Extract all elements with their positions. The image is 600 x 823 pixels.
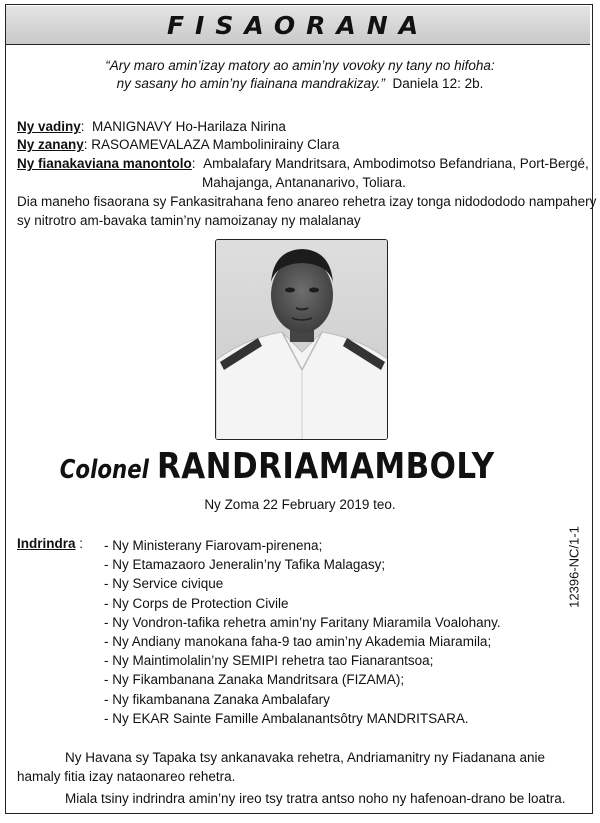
list-item: - Ny Service civique	[104, 576, 224, 592]
thanks-label: Indrindra	[17, 536, 76, 551]
list-item: - Ny Maintimolalin’ny SEMIPI rehetra tao Fianarantsoa;	[104, 653, 434, 669]
intro-line-1: Dia maneho fisaorana sy Fankasitrahana feno anareo rehetra izay tonga nidodododo nampahery	[17, 194, 597, 209]
list-item: - Ny EKAR Sainte Famille Ambalanantsôtry MANDRITSARA.	[104, 710, 469, 726]
reference-code-text: 12396-NC/1-1	[566, 526, 582, 608]
list-item: - Ny Corps de Protection Civile	[104, 595, 289, 611]
families-label: Ny fianakaviana manontolo	[17, 156, 192, 171]
families-places-2: Mahajanga, Antananarivo, Toliara.	[202, 175, 406, 190]
list-item: - Ny Etamazaoro Jeneralin’ny Tafika Malagasy;	[104, 557, 386, 573]
families-places-1: Ambalafary Mandritsara, Ambodimotso Befandriana, Port-Bergé,	[203, 156, 589, 171]
closing-paragraph-1: Ny Havana sy Tapaka tsy ankanavaka rehetra, Andriamanitry ny Fiadanana anie hamaly fitia izay nataonareo rehetra.	[17, 750, 546, 784]
list-item: - Ny Fikambanana Zanaka Mandritsara (FIZAMA);	[104, 672, 405, 688]
closing-paragraph-2: Miala tsiny indrindra amin’ny ireo tsy tratra antso noho ny hafenoan-drano be loatra.	[65, 791, 566, 806]
list-item: - Ny fikambanana Zanaka Ambalafary	[104, 691, 330, 707]
thanks-separator: :	[75, 536, 84, 551]
families-line: Ny fianakaviana manontolo: Ambalafary Mandritsara, Ambodimotso Befandriana, Port-Bergé,	[17, 156, 589, 171]
list-item: - Ny Vondron-tafika rehetra amin’ny Faritany Miaramila Voalohany.	[104, 614, 501, 630]
deceased-name	[0, 446, 600, 487]
deceased-rank: Colonel	[59, 455, 150, 485]
list-item: - Ny Ministerany Fiarovam-pirenena;	[104, 538, 323, 553]
widow-name: MANIGNAVY Ho-Harilaza Nirina	[92, 119, 286, 134]
intro-line-2: sy nitrotro am-bavaka tamin’ny namoizanay ny malalanay	[17, 213, 361, 228]
children-name: RASOAMEVALAZA Mambolinirainy Clara	[91, 137, 340, 152]
widow-line: Ny vadiny: MANIGNAVY Ho-Harilaza Nirina	[17, 119, 286, 134]
list-item: - Ny Andiany manokana faha-9 tao amin’ny Akademia Miaramila;	[104, 634, 492, 650]
death-date: Ny Zoma 22 February 2019 teo.	[204, 497, 396, 512]
reference-code	[566, 527, 582, 607]
portrait-photo	[215, 239, 388, 440]
children-label: Ny zanany	[17, 137, 84, 152]
header-banner	[6, 6, 590, 45]
quote-line-2: ny sasany ho amin’ny fiainana mandrakizay.”	[116, 76, 386, 91]
quote-reference: Daniela 12: 2b.	[392, 76, 484, 91]
quote-line-1: “Ary maro amin’izay matory ao amin’ny vovoky ny tany no hifoha:	[105, 58, 495, 73]
deceased-surname: RANDRIAMAMBOLY	[157, 446, 495, 487]
thanks-list	[104, 536, 501, 728]
families-line-2	[202, 174, 406, 192]
notice-title: FISAORANA	[166, 10, 430, 40]
widow-label: Ny vadiny	[17, 119, 81, 134]
children-line: Ny zanany: RASOAMEVALAZA Mambolinirainy Clara	[17, 137, 340, 152]
thanks-heading	[17, 536, 83, 551]
bible-quote	[0, 57, 600, 93]
